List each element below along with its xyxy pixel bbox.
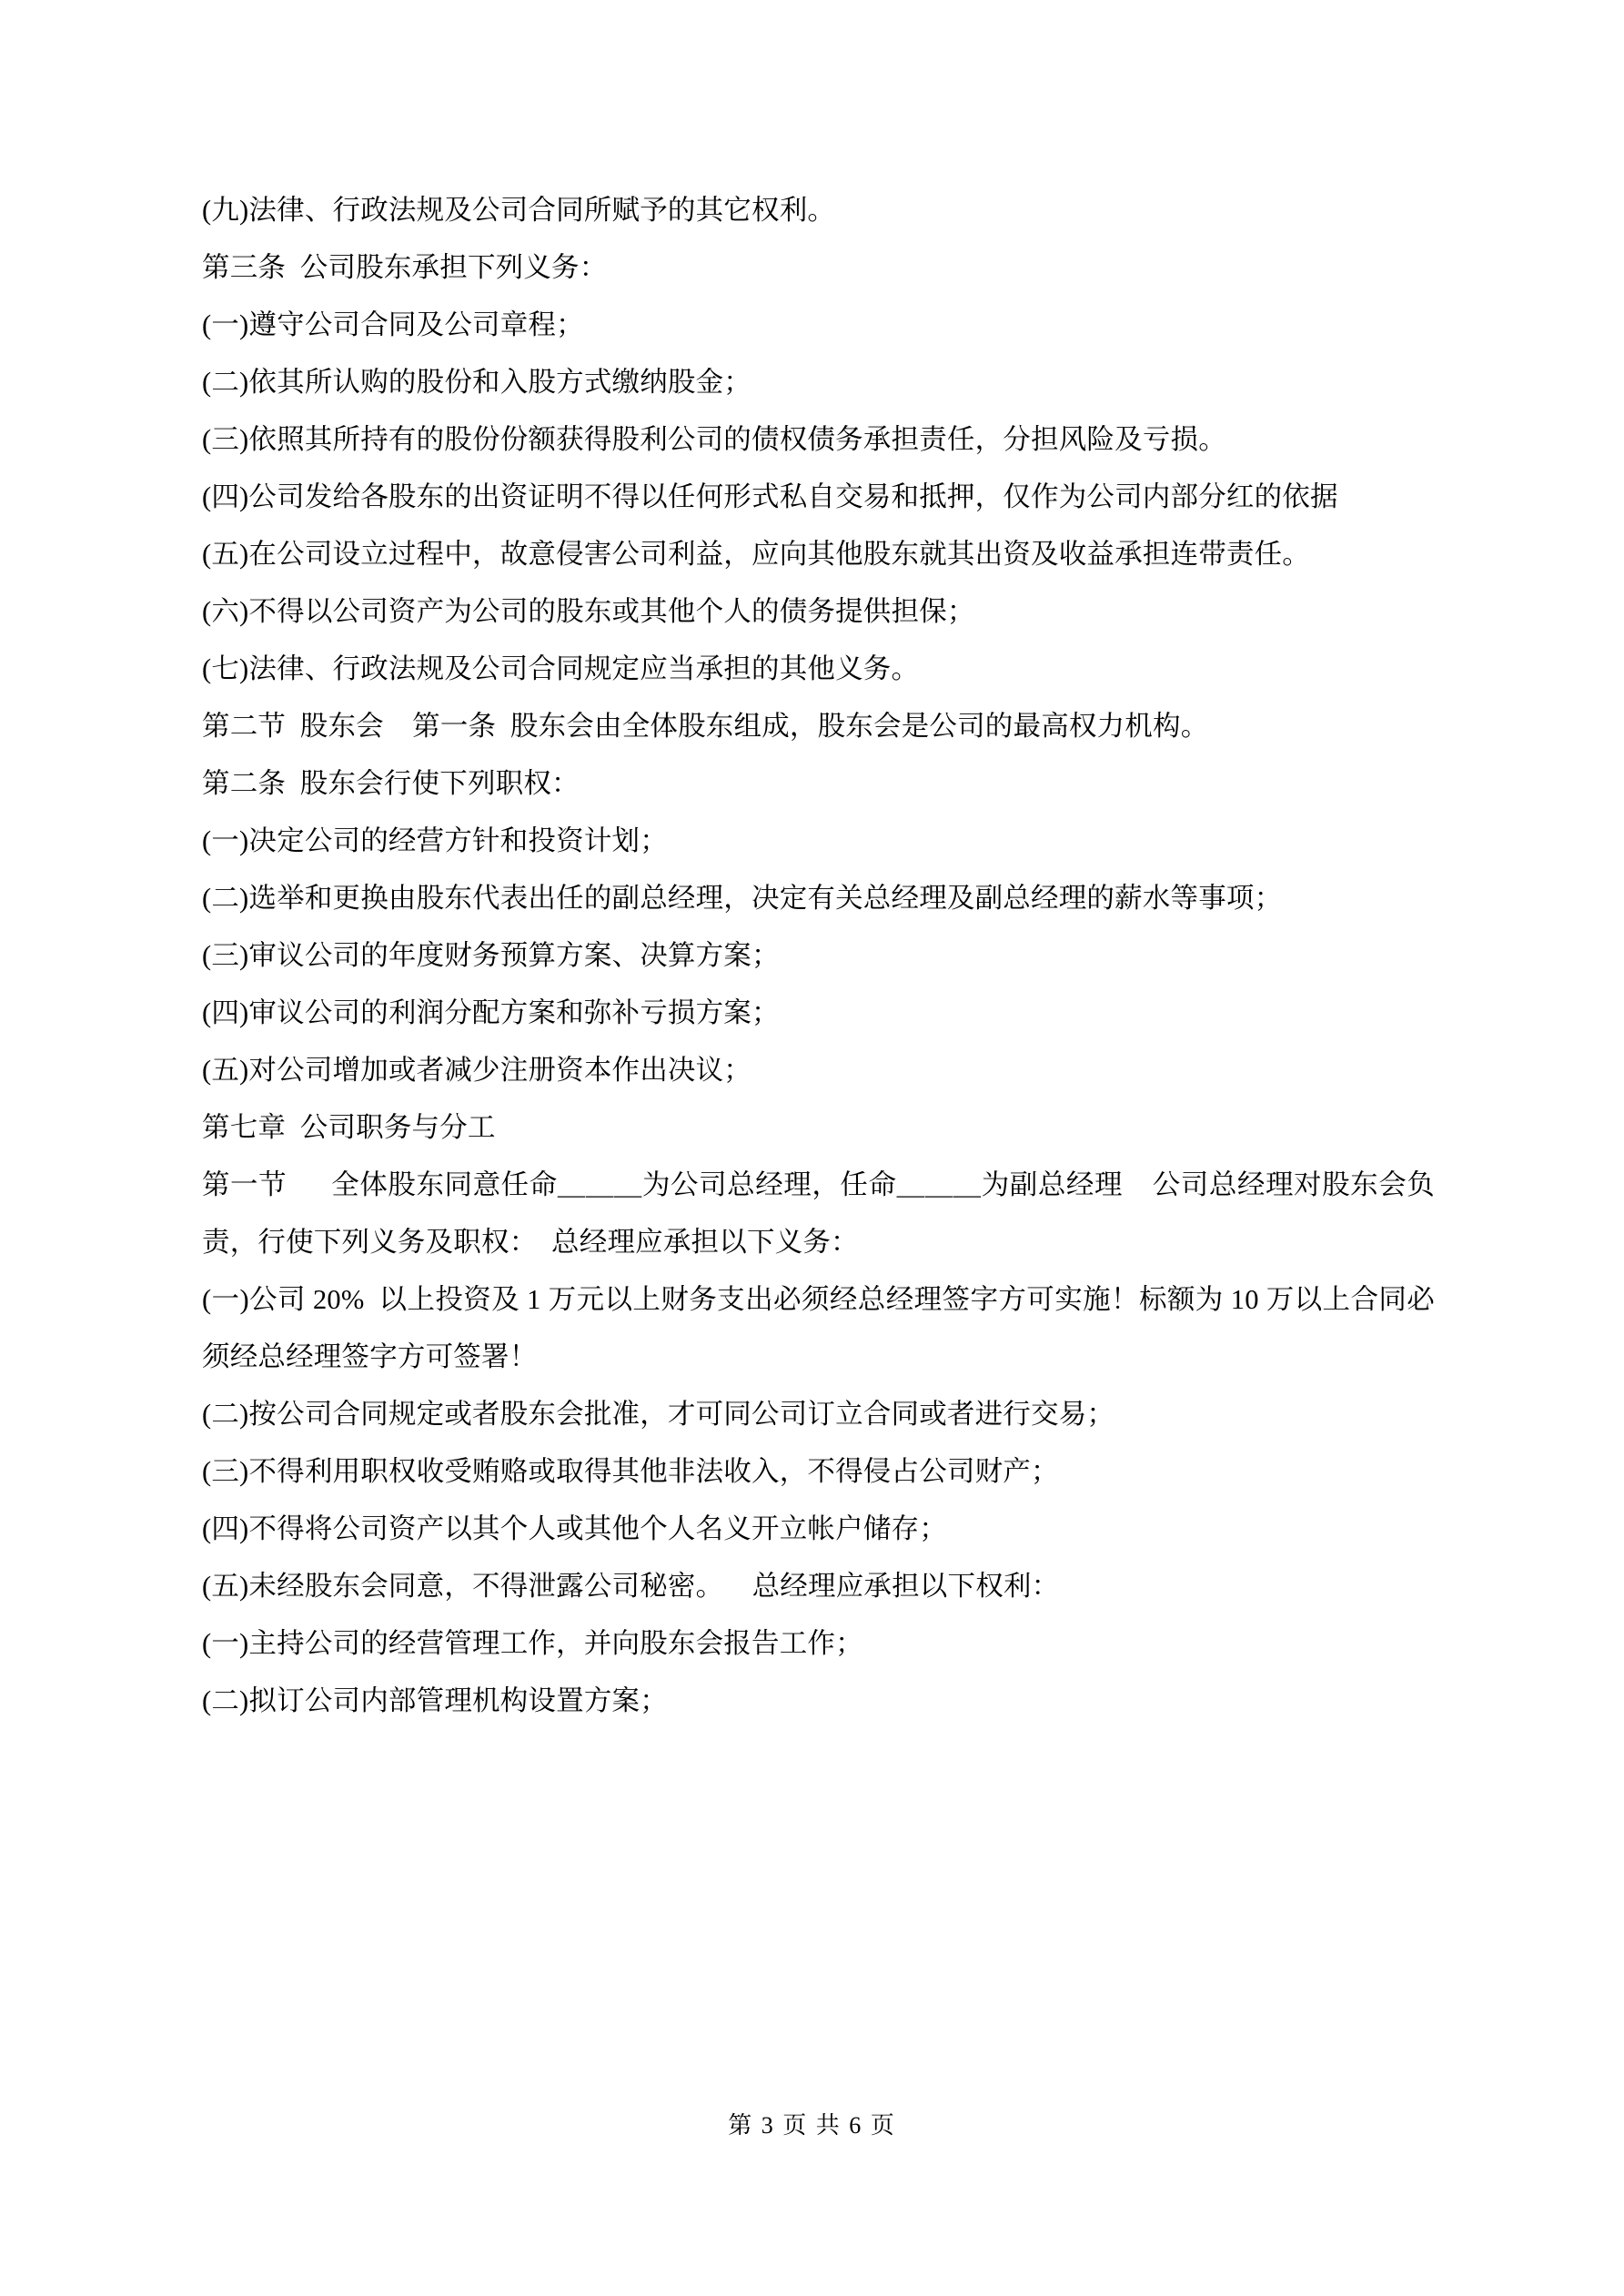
paragraph: 第三条 公司股东承担下列义务： xyxy=(202,252,608,283)
paragraph: (四)审议公司的利润分配方案和弥补亏损方案； xyxy=(202,997,780,1028)
paragraph: 第七章 公司职务与分工 xyxy=(202,1112,496,1143)
paragraph: (四)公司发给各股东的出资证明不得以任何形式私自交易和抵押，仅作为公司内部分红的依据 xyxy=(202,481,1338,512)
paragraph: (一)公司 20% 以上投资及 1 万元以上财务支出必须经总经理签字方可实施！标额为 10 万以上合同必须经总经理签字方可签署！ xyxy=(202,1284,1435,1372)
paragraph: (三)审议公司的年度财务预算方案、决算方案； xyxy=(202,940,780,971)
page-footer: 第 3 页 共 6 页 xyxy=(728,2112,896,2139)
paragraph: (一)主持公司的经营管理工作，并向股东会报告工作； xyxy=(202,1628,863,1659)
paragraph: 第二节 股东会 第一条 股东会由全体股东组成，股东会是公司的最高权力机构。 xyxy=(202,711,1209,742)
paragraph: (二)按公司合同规定或者股东会批准，才可同公司订立合同或者进行交易； xyxy=(202,1399,1115,1430)
paragraph: (二)选举和更换由股东代表出任的副总经理，决定有关总经理及副总经理的薪水等事项； xyxy=(202,883,1283,914)
paragraph: (四)不得将公司资产以其个人或其他个人名义开立帐户储存； xyxy=(202,1513,947,1544)
paragraph: (二)拟订公司内部管理机构设置方案； xyxy=(202,1685,668,1716)
paragraph: (五)对公司增加或者减少注册资本作出决议； xyxy=(202,1055,752,1086)
paragraph: (一)遵守公司合同及公司章程； xyxy=(202,309,584,340)
paragraph: (二)依其所认购的股份和入股方式缴纳股金； xyxy=(202,367,752,398)
paragraph: 第一节 全体股东同意任命＿＿＿为公司总经理，任命＿＿＿为副总经理 公司总经理对股东会负责，行使下列义务及职权： 总经理应承担以下义务： xyxy=(202,1169,1435,1258)
paragraph: (九)法律、行政法规及公司合同所赋予的其它权利。 xyxy=(202,195,836,226)
paragraph: (七)法律、行政法规及公司合同规定应当承担的其他义务。 xyxy=(202,653,920,684)
paragraph: (五)在公司设立过程中，故意侵害公司利益，应向其他股东就其出资及收益承担连带责任。 xyxy=(202,539,1311,570)
paragraph: (三)不得利用职权收受贿赂或取得其他非法收入，不得侵占公司财产； xyxy=(202,1456,1059,1487)
paragraph: 第二条 股东会行使下列职权： xyxy=(202,768,580,799)
paragraph: (五)未经股东会同意，不得泄露公司秘密。 总经理应承担以下权利： xyxy=(202,1571,1060,1602)
paragraph: (三)依照其所持有的股份份额获得股利公司的债权债务承担责任，分担风险及亏损。 xyxy=(202,424,1226,455)
paragraph: (一)决定公司的经营方针和投资计划； xyxy=(202,825,668,856)
document-body xyxy=(202,182,1435,1730)
paragraph: (六)不得以公司资产为公司的股东或其他个人的债务提供担保； xyxy=(202,596,975,627)
